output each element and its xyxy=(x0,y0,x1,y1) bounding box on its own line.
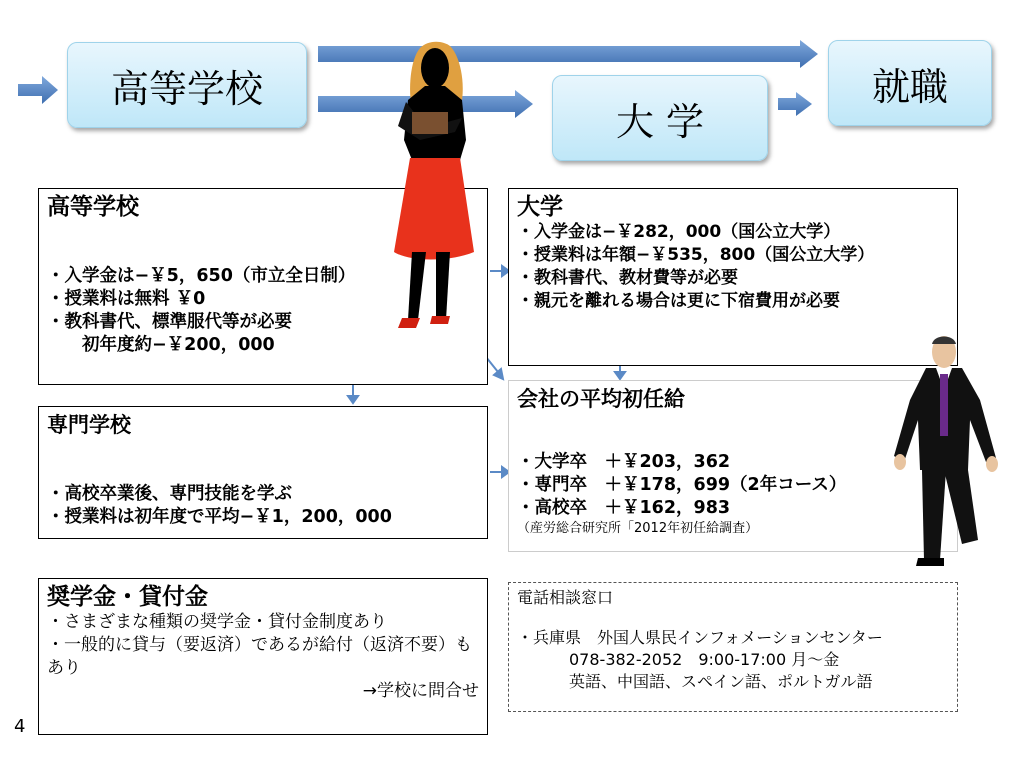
consultation-line-2: 078-382-2052 9:00-17:00 月～金 xyxy=(569,650,840,669)
university-line-1: ・入学金は−￥282，000（国公立大学） xyxy=(517,222,841,242)
consultation-title: 電話相談窓口 xyxy=(517,588,614,607)
university-pill-label: 大 学 xyxy=(615,99,705,144)
salary-line-1: ・大学卒 ＋￥203，362 xyxy=(517,452,731,472)
vocational-line-2: ・授業料は初年度で平均−￥1，200，000 xyxy=(47,507,392,527)
high-school-line-1: ・入学金は−￥5，650（市立全日制） xyxy=(47,266,356,286)
high-school-line-3: ・教科書代、標準服代等が必要 xyxy=(47,312,292,332)
university-line-2: ・授業料は年額−￥535，800（国公立大学） xyxy=(517,245,875,265)
vocational-line-1: ・高校卒業後、専門技能を学ぶ xyxy=(47,484,292,504)
page-number: 4 xyxy=(14,716,26,737)
employment-pill-label: 就職 xyxy=(871,64,948,109)
high-school-title: 高等学校 xyxy=(47,194,139,220)
scholarship-title: 奨学金・貸付金 xyxy=(47,584,208,610)
consultation-line-3: 英語、中国語、スペイン語、ポルトガル語 xyxy=(569,672,873,691)
scholarship-line-2: ・一般的に貸与（要返済）であるが給付（返済不要）もあり xyxy=(47,635,472,678)
scholarship-line-1: ・さまざまな種類の奨学金・貸付金制度あり xyxy=(47,612,387,632)
salary-title: 会社の平均初任給 xyxy=(517,387,685,411)
salary-line-2: ・専門卒 ＋￥178，699（2年コース） xyxy=(517,475,847,495)
university-line-3: ・教科書代、教材費等が必要 xyxy=(517,268,738,288)
salary-source: （産労総合研究所「2012年初任給調査） xyxy=(517,521,759,536)
high-school-pill-label: 高等学校 xyxy=(110,66,263,111)
university-line-4: ・親元を離れる場合は更に下宿費用が必要 xyxy=(517,291,840,311)
high-school-line-2: ・授業料は無料 ￥0 xyxy=(47,289,206,309)
vocational-title: 専門学校 xyxy=(47,413,131,437)
consultation-line-1: ・兵庫県 外国人県民インフォメーションセンター xyxy=(517,628,883,647)
scholarship-footer: →学校に問合せ xyxy=(362,681,479,701)
salary-line-3: ・高校卒 ＋￥162，983 xyxy=(517,498,731,518)
high-school-line-4: 初年度約−￥200，000 xyxy=(47,335,275,355)
university-title: 大学 xyxy=(517,194,563,220)
